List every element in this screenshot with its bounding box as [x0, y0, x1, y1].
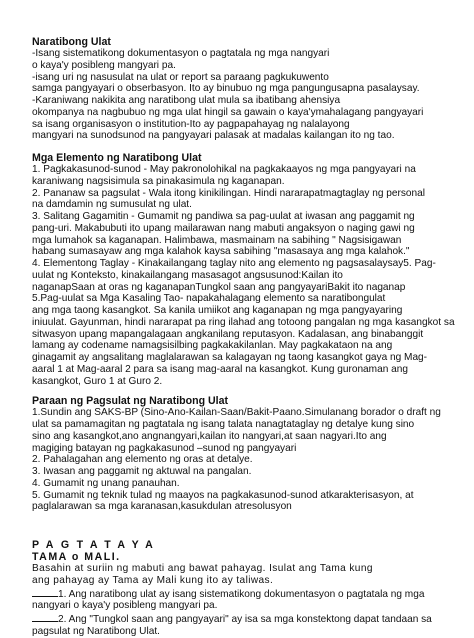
answer-blank[interactable] — [32, 612, 58, 622]
definition-line: o kaya'y posibleng mangyari pa. — [32, 59, 176, 71]
section-spacer — [32, 142, 456, 152]
definition-line: samga pangyayari o obserbasyon. Ito ay binubuo ng mga pangungusapna pasalaysay. — [32, 83, 420, 95]
elements-line: 1. Pagkakasunod-sunod - May pakronolohikal na pagkakaayos ng mga pangyayari na — [32, 164, 416, 175]
quiz-item-number: 2. — [58, 614, 67, 625]
document-page — [32, 36, 456, 638]
quiz-item — [32, 612, 456, 626]
elements-line: 5.Pag-uulat sa Mga Kasaling Tao- napakahalagang elemento sa naratibongulat — [32, 293, 386, 305]
definition-line: mangyari na sunodsunod na pangyayari palasak at madalas kailangan ito ng tao. — [32, 130, 395, 142]
elements-line: pang-uri. Makabubuti ito upang mailarawan nang mabuti angaksyon o naging gawi ng — [32, 222, 415, 234]
elements-line: 4. Elementong Taglay - Kinakailangang taglay nito ang elemento ng pagsasalaysay5. Pag- — [32, 258, 436, 269]
assessment-section — [32, 539, 456, 638]
elements-line: 2. Pananaw sa pagsulat - Wala itong kinikilingan. Hindi nararapatmagtaglay ng personal — [32, 187, 425, 199]
steps-line: 2. Pahalagahan ang elemento ng oras at detalye. — [32, 454, 253, 466]
quiz-item-continuation: nangyari o kaya'y posibleng mangyari pa. — [32, 600, 218, 612]
elements-line: aaral 1 at Mag-aaral 2 para sa isang mag-aaral na kasangkot. Kung guronaman ang — [32, 363, 408, 375]
steps-line: 1.Sundin ang SAKS-BP (Sino-Ano-Kailan-Saan/Bakit-Paano.Simulanang borador o draft ng — [32, 407, 441, 419]
definition-line: -isang uri ng nasusulat na ulat or report sa paraang pagkukuwento — [32, 71, 329, 83]
quiz-item-text: Ang "Tungkol saan ang pangyayari" ay isa sa mga konstektong dapat tandaan sa — [68, 614, 432, 625]
elements-heading: Mga Elemento ng Naratibong Ulat — [32, 152, 202, 164]
steps-line: ulat sa pamamagitan ng pagtatala ng isang talata nanagtataglay ng detalye kung sino — [32, 419, 415, 430]
steps-line: sino ang kasangkot,ano angnangyari,kailan ito nangyari,at saan nagyari.Ito ang — [32, 430, 387, 442]
quiz-item — [32, 587, 456, 601]
quiz-item-number: 1. — [58, 588, 67, 600]
assessment-title: PAGTATAYA — [32, 539, 161, 551]
elements-line: uulat ng Konteksto, kinakailangang masasagot angsusunod:Kailan ito — [32, 269, 343, 281]
elements-line: habang sumasayaw ang mga kalahok kaysa sabihing "masasaya ang mga kalahok." — [32, 246, 410, 258]
instruction-line: ang pahayag ay Tama ay Mali kung ito ay taliwas. — [32, 574, 274, 586]
elements-line: naganapSaan at oras ng kaganapanTungkol saan ang pangyayariBakit ito naganap — [32, 281, 406, 293]
definition-line: -Karaniwang nakikita ang naratibong ulat mula sa ibatibang ahensiya — [32, 95, 341, 106]
instruction-line: Basahin at suriin ng mabuti ang bawat pahayag. Isulat ang Tama kung — [32, 563, 373, 574]
elements-line: na damdamin ng sumusulat ng ulat. — [32, 199, 192, 211]
steps-section — [32, 395, 456, 513]
elements-line: kasangkot, Guro 1 at Guro 2. — [32, 375, 163, 387]
steps-line: 5. Gumamit ng teknik tulad ng maayos na pagkakasunod-sunod atkarakterisasyon, at — [32, 489, 414, 501]
section-spacer — [32, 513, 456, 539]
definition-line: okompanya na nagbubuo ng mga ulat hingil sa gawain o kaya'ymahalagang pangyayari — [32, 106, 424, 118]
section-spacer — [32, 387, 456, 395]
definition-line: sa isang organisasyon o institution-Ito ay pagpapahayag ng nalalayong — [32, 118, 350, 130]
steps-line: 4. Gumamit ng unang panauhan. — [32, 477, 180, 489]
quiz-item-continuation: pagsulat ng Naratibong Ulat. — [32, 625, 160, 637]
elements-line: sitwasyon upang mapangalagaan angkanilang reputasyon. Kadalasan, ang binabanggit — [32, 328, 424, 340]
elements-line: 3. Salitang Gagamitin - Gumamit ng pandiwa sa pag-uulat at iwasan ang paggamit ng — [32, 211, 415, 222]
elements-section — [32, 152, 456, 387]
steps-line: paglalarawan sa mga karanasan,kasukdulan atresolusyon — [32, 501, 292, 513]
steps-line: magiging batayan ng pagkakasunod –sunod ng pangyayari — [32, 442, 297, 454]
assessment-subtitle: TAMA o MALI. — [32, 551, 121, 563]
elements-line: ginagamit ay angsalitang maglalarawan sa kalagayan ng taong kasangkot gaya ng Mag- — [32, 352, 428, 363]
elements-line: karaniwang nagsisimula sa pinakasimula ng kaganapan. — [32, 175, 285, 187]
answer-blank[interactable] — [32, 587, 58, 597]
steps-line: 3. Iwasan ang paggamit ng aktuwal na pangalan. — [32, 466, 252, 477]
definition-section — [32, 36, 456, 142]
steps-heading: Paraan ng Pagsulat ng Naratibong Ulat — [32, 395, 229, 408]
elements-line: iniuulat. Gayunman, hindi nararapat pa ring ilahad ang totoong pangalan ng mga kasangkot sa — [32, 316, 455, 328]
elements-line: ang mga taong kasangkot. Sa kanila umiikot ang kaganapan ng mga pangyayaring — [32, 305, 403, 316]
definition-line: -Isang sistematikong dokumentasyon o pagtatala ng mga nangyari — [32, 48, 330, 59]
elements-line: mga lumahok sa kaganapan. Halimbawa, masmainam na sabihing " Nagsisigawan — [32, 234, 402, 246]
definition-heading: Naratibong Ulat — [32, 36, 111, 48]
quiz-item-text: Ang naratibong ulat ay isang sistematikong dokumentasyon o pagtatala ng mga — [68, 588, 425, 600]
elements-line: lamang ay codename namagsisilbing pagkakakilanlan. May pagkakataon na ang — [32, 340, 393, 352]
